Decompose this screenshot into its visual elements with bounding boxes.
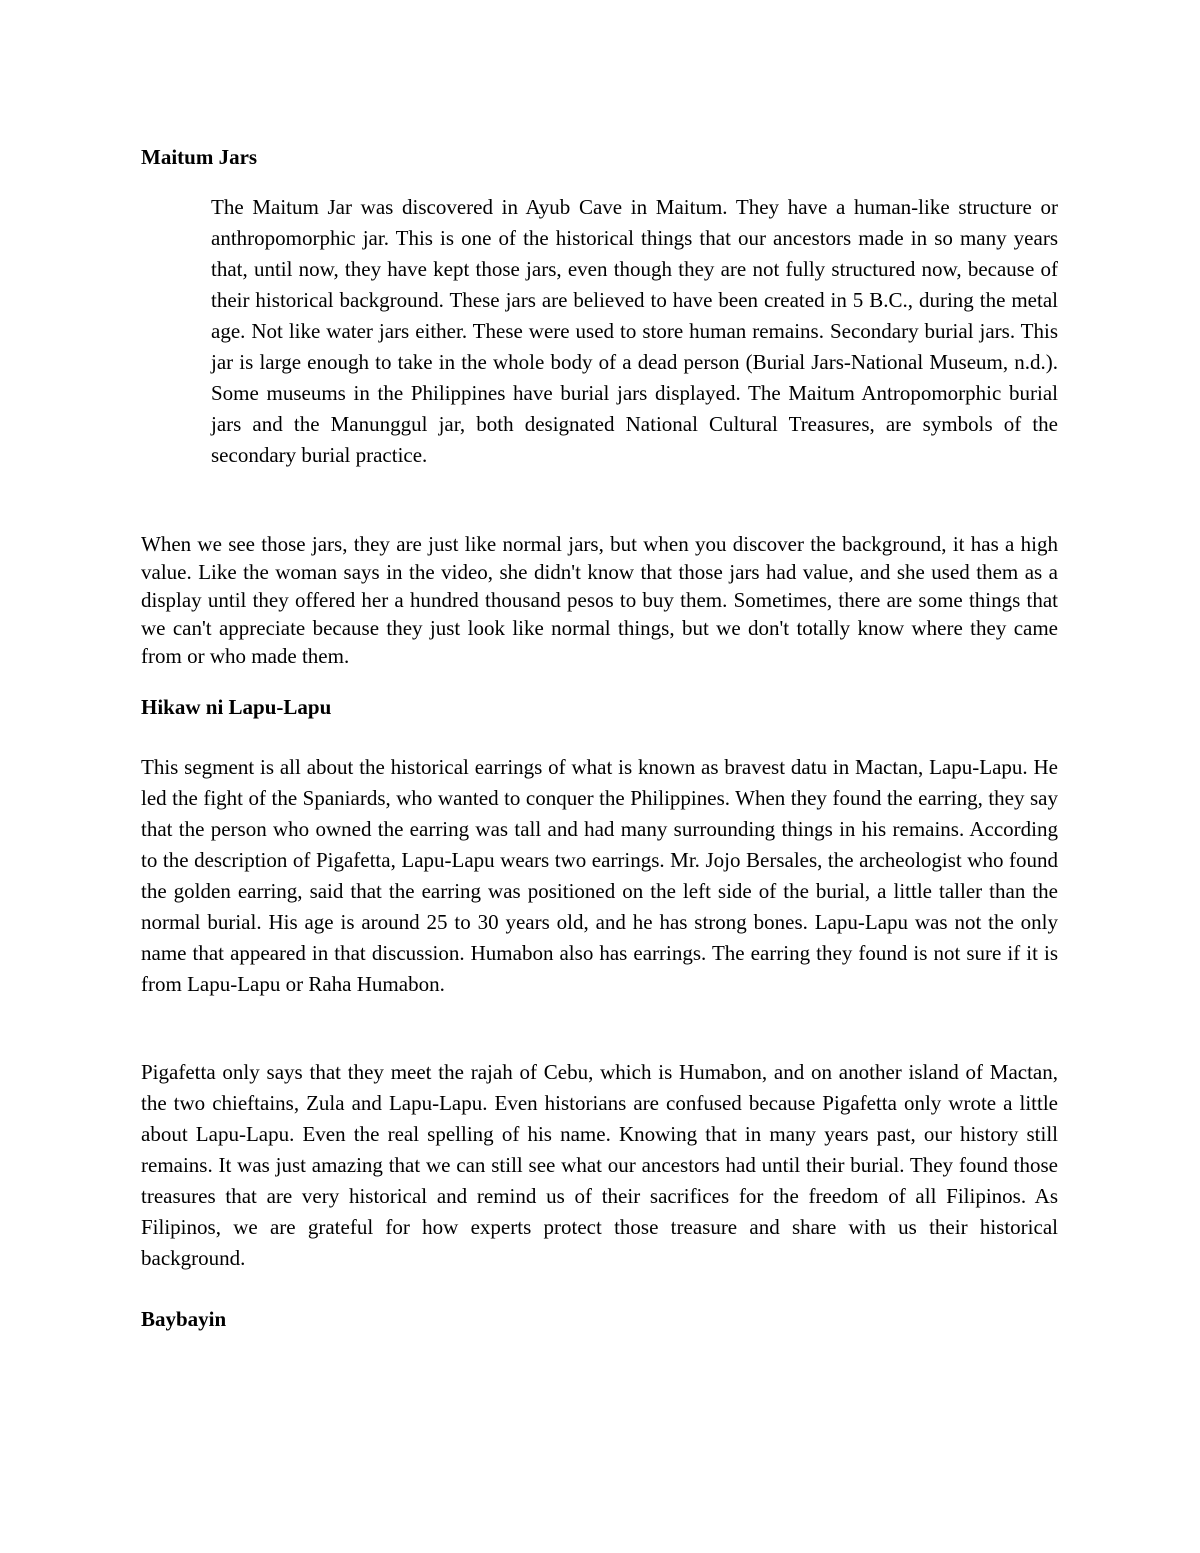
hikaw-paragraph-2: Pigafetta only says that they meet the rajah of Cebu, which is Humabon, and on another island of Mactan, the two chieftains, Zula and Lapu-Lapu. Even historians are confused because Pigafetta only wrote a little about Lapu-Lapu. Even the real spelling of his name. Knowing that in many years past, our history still remains. It was just amazing that we can still see what our ancestors had until their burial. They found those treasures that are very historical and remind us of their sacrifices for the freedom of all Filipinos. As Filipinos, we are grateful for how experts protect those treasure and share with us their historical background. <box>141 1060 1058 1270</box>
maitum-indented-paragraph: The Maitum Jar was discovered in Ayub Cave in Maitum. They have a human-like structure or anthropomorphic jar. This is one of the historical things that our ancestors made in so many years that, until now, they have kept those jars, even though they are not fully structured now, because of their historical background. These jars are believed to have been created in 5 B.C., during the metal age. Not like water jars either. These were used to store human remains. Secondary burial jars. This jar is large enough to take in the whole body of a dead person (Burial Jars-National Museum, n.d.). Some museums in the Philippines have burial jars displayed. The Maitum Antropomorphic burial jars and the Manunggul jar, both designated National Cultural Treasures, are symbols of the secondary burial practice. <box>211 195 1058 467</box>
heading-hikaw-ni-lapu-lapu: Hikaw ni Lapu-Lapu <box>141 695 332 719</box>
heading-baybayin: Baybayin <box>141 1307 227 1331</box>
maitum-reflection-paragraph: When we see those jars, they are just like normal jars, but when you discover the background, it has a high value. Like the woman says in the video, she didn't know that those jars had value, and she used them as a display until they offered her a hundred thousand pesos to buy them. Sometimes, there are some things that we can't appreciate because they just look like normal things, but we don't totally know where they came from or who made them. <box>141 532 1058 668</box>
hikaw-paragraph-1: This segment is all about the historical earrings of what is known as bravest datu in Mactan, Lapu-Lapu. He led the fight of the Spaniards, who wanted to conquer the Philippines. When they found the earring, they say that the person who owned the earring was tall and had many surrounding things in his remains. According to the description of Pigafetta, Lapu-Lapu wears two earrings. Mr. Jojo Bersales, the archeologist who found the golden earring, said that the earring was positioned on the left side of the burial, a little taller than the normal burial. His age is around 25 to 30 years old, and he has strong bones. Lapu-Lapu was not the only name that appeared in that discussion. Humabon also has earrings. The earring they found is not sure if it is from Lapu-Lapu or Raha Humabon. <box>141 755 1058 996</box>
heading-maitum-jars: Maitum Jars <box>141 145 258 169</box>
